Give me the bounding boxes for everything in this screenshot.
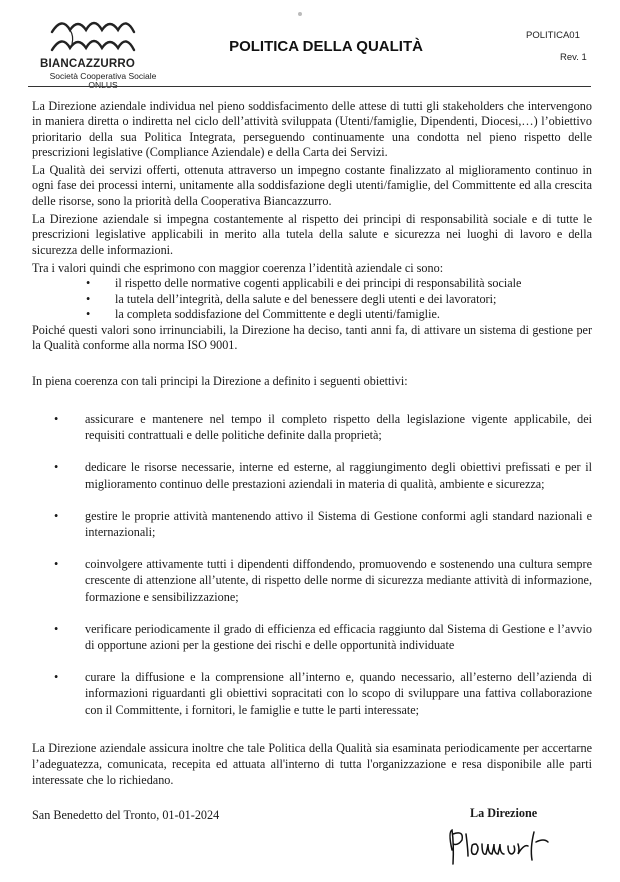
document-revision: Rev. 1 (560, 52, 587, 63)
paragraph-objectives-intro: In piena coerenza con tali principi la Direzione a definito i seguenti obiettivi: (32, 373, 408, 388)
handwritten-signature (444, 820, 554, 872)
value-text: la tutela dell’integrità, della salute e del benessere degli utenti e dei lavoratori; (115, 291, 497, 306)
bullet-icon: • (54, 412, 59, 427)
objectives-list (32, 411, 592, 718)
paragraph-values-intro: Tra i valori quindi che esprimono con maggior coerenza l’identità aziendale ci sono: (32, 260, 444, 275)
objective-text: curare la diffusione e la comprensione all’interno e, quando necessario, all’esterno dell’azienda di informazioni riguardanti gli obiettivi sopracitati con lo scopo di sviluppare una fattiva collaborazione con il Committente, i fornitori, le famiglie e tutte le parti interessate; (85, 670, 592, 717)
list-item (32, 411, 592, 443)
paragraph-iso9001: Poiché questi valori sono irrinunciabili, la Direzione ha deciso, tanti anni fa, di attivare un sistema di gestione per la Qualità conforme alla norma ISO 9001. (32, 323, 592, 353)
paragraph-social-responsibility: La Direzione aziendale si impegna costantemente al rispetto dei principi di responsabilità sociale e di tutte le prescrizioni legislative applicabili in merito alla tutela della salute e sicurezza nei luoghi di lavoro e della sicurezza delle informazioni. (32, 212, 592, 257)
list-item (32, 292, 592, 307)
bullet-icon: • (54, 508, 59, 523)
signatory-label: La Direzione (470, 806, 538, 820)
document-code: POLITICA01 (526, 30, 580, 41)
scan-mark (298, 12, 302, 16)
list-item (32, 508, 592, 540)
bullet-icon: • (86, 276, 91, 291)
bullet-icon: • (86, 291, 91, 306)
document-body (32, 99, 592, 792)
objective-text: dedicare le risorse necessarie, interne ed esterne, al raggiungimento degli obiettivi prefissati e per il miglioramento continuo delle prestazioni aziendali in materia di qualità, ambiente e sicurezza; (85, 460, 592, 491)
list-item (32, 459, 592, 491)
objective-text: coinvolgere attivamente tutti i dipendenti diffondendo, promuovendo e sostenendo una cultura sempre crescente di attenzione all’utente, di rispetto delle norme di sicurezza mediante attività di informazione, formazione e sensibilizzazione; (85, 557, 592, 604)
list-item (32, 669, 592, 718)
document-header (0, 0, 620, 90)
birds-logo-icon (48, 10, 138, 58)
objective-text: assicurare e mantenere nel tempo il completo rispetto della legislazione vigente applicabile, dei requisiti contrattuali e delle politiche definite dalla proprietà; (85, 412, 592, 443)
logo-subtitle-line-1: Società Cooperativa Sociale (49, 71, 157, 81)
value-text: la completa soddisfazione del Committente e degli utenti/famiglie. (115, 306, 440, 321)
values-list (32, 276, 592, 322)
objective-text: gestire le proprie attività mantenendo attivo il Sistema di Gestione conformi agli standard nazionali e internazionali; (85, 508, 592, 540)
paragraph-stakeholders: La Direzione aziendale individua nel pieno soddisfacimento delle attese di tutti gli stakeholders che intervengono in maniera diretta o indiretta nel ciclo dell’attività sviluppata (Utenti/famiglie, Dipendenti, Diocesi,…) l’obiettivo prioritario della sua Politica Integrata, perseguendo continuamente una condotta nel pieno rispetto delle prescrizioni legislative (Compliance Aziendale) e della Carta dei Servizi. (32, 99, 592, 159)
logo-name: BIANCAZZURRO (40, 58, 136, 70)
bullet-icon: • (54, 621, 59, 636)
list-item (32, 621, 592, 653)
place-date: San Benedetto del Tronto, 01-01-2024 (32, 808, 220, 822)
list-item (32, 276, 592, 291)
value-text: il rispetto delle normative cogenti applicabili e dei principi di responsabilità sociale (115, 276, 522, 291)
bullet-icon: • (54, 557, 59, 572)
bullet-icon: • (54, 670, 59, 685)
paragraph-quality: La Qualità dei servizi offerti, ottenuta attraverso un impegno costante finalizzato al miglioramento continuo in ogni fase dei processi interni, unitamente alla soddisfazione degli utenti/famiglie, del Committente ed alla crescita delle risorse, sono la priorità della Cooperativa Biancazzurro. (32, 163, 592, 208)
list-item (32, 556, 592, 605)
paragraph-closing: La Direzione aziendale assicura inoltre che tale Politica della Qualità sia esaminata periodicamente per accertarne l’adeguatezza, comunicata, recepita ed attuata all'interno di tutta l'organizzazione e resa disponibile alle parti interessate che lo richiedano. (32, 740, 592, 788)
logo-subtitle (33, 72, 173, 90)
list-item (32, 307, 592, 322)
bullet-icon: • (86, 306, 91, 321)
bullet-icon: • (54, 460, 59, 475)
header-divider (28, 86, 591, 87)
company-logo (28, 6, 160, 90)
objective-text: verificare periodicamente il grado di efficienza ed efficacia raggiunto dal Sistema di Gestione e l’avvio di opportune azioni per la gestione dei rischi e delle opportunità individuate (85, 621, 592, 653)
document-title: POLITICA DELLA QUALITÀ (229, 38, 423, 55)
logo-subtitle-line-2: ONLUS (88, 80, 118, 90)
